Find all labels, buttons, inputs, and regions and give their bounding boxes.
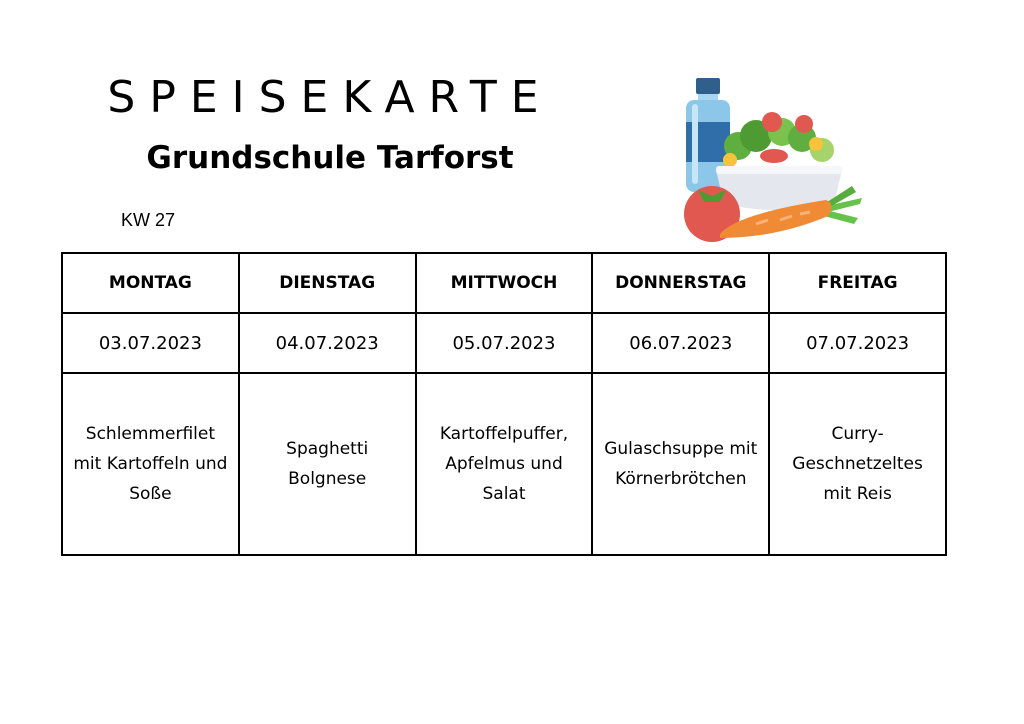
dish-monday: Schlemmerfilet mit Kartoffeln und Soße <box>73 424 228 504</box>
date-monday: 03.07.2023 <box>62 313 239 373</box>
dish-friday: Curry- Geschnetzeltes mit Reis <box>792 424 923 504</box>
weekday-header-row <box>62 253 946 313</box>
date-friday: 07.07.2023 <box>769 313 946 373</box>
dish-wednesday: Kartoffelpuffer, Apfelmus und Salat <box>439 424 569 504</box>
date-tuesday: 04.07.2023 <box>239 313 416 373</box>
dish-thursday-cell <box>592 373 769 555</box>
weekday-tuesday: DIENSTAG <box>239 253 416 313</box>
bottle-cap-icon <box>696 78 720 94</box>
dish-friday-cell <box>769 373 946 555</box>
date-wednesday: 05.07.2023 <box>416 313 593 373</box>
page-title: SPEISEKARTE <box>107 72 553 123</box>
weekday-wednesday: MITTWOCH <box>416 253 593 313</box>
menu-table <box>61 252 947 556</box>
weekday-friday: FREITAG <box>769 253 946 313</box>
date-thursday: 06.07.2023 <box>592 313 769 373</box>
weekday-monday: MONTAG <box>62 253 239 313</box>
date-row <box>62 313 946 373</box>
dish-tuesday: Spaghetti Bolgnese <box>286 439 369 489</box>
school-name: Grundschule Tarforst <box>146 140 514 176</box>
food-illustration-icon <box>676 74 866 242</box>
weekday-thursday: DONNERSTAG <box>592 253 769 313</box>
dish-tuesday-cell <box>239 373 416 555</box>
calendar-week: KW 27 <box>121 210 176 230</box>
dish-thursday: Gulaschsuppe mit Körnerbrötchen <box>604 439 758 489</box>
dish-row <box>62 373 946 555</box>
dish-monday-cell <box>62 373 239 555</box>
dish-wednesday-cell <box>416 373 593 555</box>
